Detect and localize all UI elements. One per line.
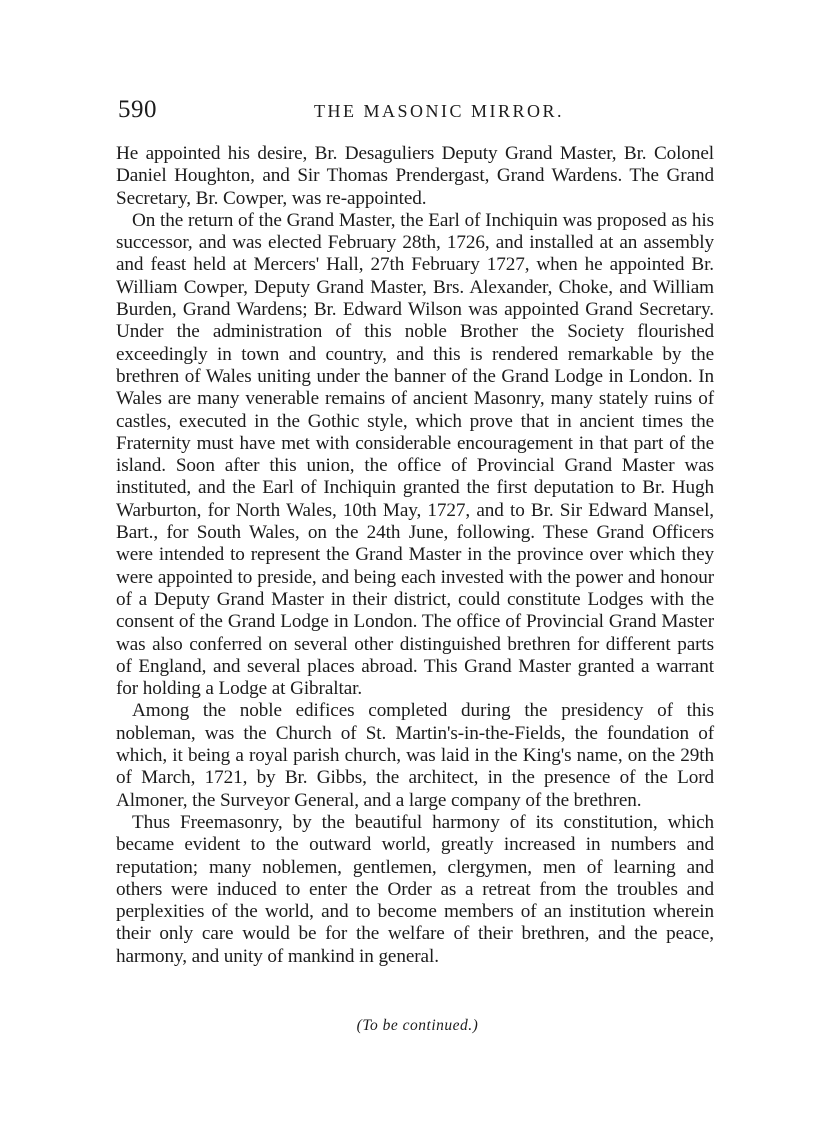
body-text: [116, 143, 714, 968]
footer-note: (To be continued.): [356, 1017, 479, 1034]
running-head: THE MASONIC MIRROR.: [314, 101, 565, 121]
page-number: 590: [118, 96, 157, 123]
page-header: [118, 96, 712, 126]
paragraph-2: On the return of the Grand Master, the Earl of Inchiquin was proposed as his successor, and was elected February 28th, 1726, and installed at an assembly and feast held at Mercers' Hall, 27th February 1727, when he appointed Br. William Cowper, Deputy Grand Master, Brs. Alexander, Choke, and William Burden, Grand Wardens; Br. Edward Wilson was appointed Grand Secretary. Under the administration of this noble Brother the Society flourished exceedingly in town and country, and this is rendered remarkable by the brethren of Wales uniting under the banner of the Grand Lodge in London. In Wales are many venerable remains of ancient Masonry, many stately ruins of castles, executed in the Gothic style, which prove that in ancient times the Fraternity must have met with considerable encouragement in that part of the island. Soon after this union, the office of Provincial Grand Master was instituted, and the Earl of Inchiquin granted the first deputation to Br. Hugh Warburton, for North Wales, 10th May, 1727, and to Br. Sir Edward Mansel, Bart., for South Wales, on the 24th June, following. These Grand Officers were intended to represent the Grand Master in the province over which they were appointed to preside, and being each invested with the power and honour of a Deputy Grand Master in their district, could constitute Lodges with the consent of the Grand Lodge in London. The office of Provincial Grand Master was also conferred on several other distinguished brethren for different parts of England, and several places abroad. This Grand Master granted a warrant for holding a Lodge at Gibraltar.: [116, 209, 714, 700]
paragraph-3: Among the noble edifices completed during the presidency of this nobleman, was the Church of St. Martin's-in-the-Fields, the foundation of which, it being a royal parish church, was laid in the King's name, on the 29th of March, 1721, by Br. Gibbs, the architect, in the presence of the Lord Almoner, the Surveyor General, and a large company of the brethren.: [116, 700, 714, 811]
paragraph-4: Thus Freemasonry, by the beautiful harmony of its constitution, which became evident to the outward world, greatly increased in numbers and reputation; many noblemen, gentlemen, clergymen, men of learning and others were induced to enter the Order as a retreat from the troubles and perplexities of the world, and to become members of an institution wherein their only care would be for the welfare of their brethren, and the peace, harmony, and unity of mankind in general.: [116, 811, 714, 967]
paragraph-1: He appointed his desire, Br. Desaguliers Deputy Grand Master, Br. Colonel Daniel Houghton, and Sir Thomas Prendergast, Grand Wardens. The Grand Secretary, Br. Cowper, was re-appointed.: [116, 143, 714, 209]
